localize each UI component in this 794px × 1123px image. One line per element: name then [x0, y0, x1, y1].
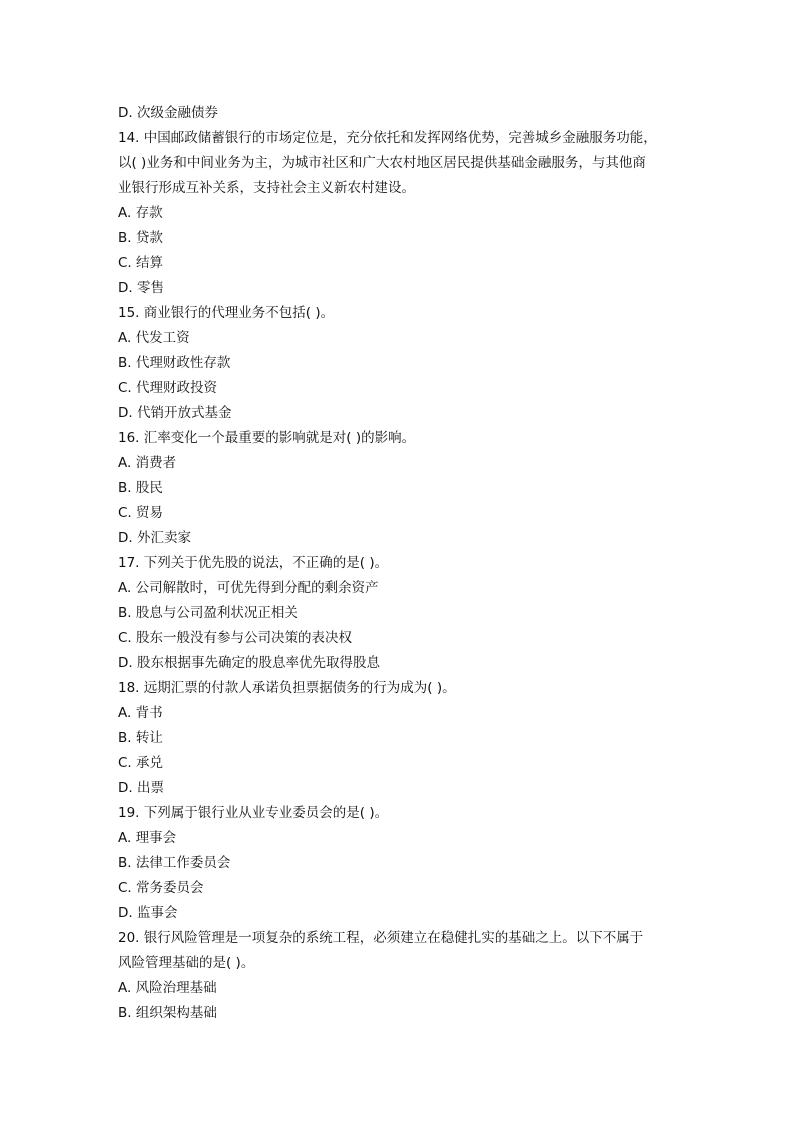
question-16: 16. 汇率变化一个最重要的影响就是对( )的影响。 [118, 430, 416, 446]
option-a-q20: A. 风险治理基础 [118, 980, 217, 996]
question-20-line-2: 风险管理基础的是( )。 [118, 955, 255, 971]
option-a-q14: A. 存款 [118, 205, 163, 221]
option-b-q17: B. 股息与公司盈利状况正相关 [118, 605, 298, 621]
option-c-q15: C. 代理财政投资 [118, 380, 218, 396]
option-b-q15: B. 代理财政性存款 [118, 355, 231, 371]
question-text-block [118, 101, 678, 1026]
question-14-line-2: 以( )业务和中间业务为主，为城市社区和广大农村地区居民提供基础金融服务，与其他商 [118, 155, 646, 171]
question-15: 15. 商业银行的代理业务不包括( )。 [118, 305, 335, 321]
question-14-line-3: 业银行形成互补关系，支持社会主义新农村建设。 [118, 180, 415, 196]
option-c-q16: C. 贸易 [118, 505, 164, 521]
option-a-q16: A. 消费者 [118, 455, 177, 471]
option-a-q17: A. 公司解散时，可优先得到分配的剩余资产 [118, 580, 379, 596]
option-d-q14: D. 零售 [118, 280, 164, 296]
option-b-q14: B. 贷款 [118, 230, 163, 246]
question-20-line-1: 20. 银行风险管理是一项复杂的系统工程，必须建立在稳健扎实的基础之上。以下不属于 [118, 930, 644, 946]
option-c-q19: C. 常务委员会 [118, 880, 204, 896]
option-b-q20: B. 组织架构基础 [118, 1005, 217, 1021]
option-d-q15: D. 代销开放式基金 [118, 405, 232, 421]
option-a-q18: A. 背书 [118, 705, 163, 721]
question-18: 18. 远期汇票的付款人承诺负担票据债务的行为成为( )。 [118, 680, 456, 696]
option-d-q17: D. 股东根据事先确定的股息率优先取得股息 [118, 655, 380, 671]
option-c-q17: C. 股东一般没有参与公司决策的表决权 [118, 630, 353, 646]
question-17: 17. 下列关于优先股的说法，不正确的是( )。 [118, 555, 389, 571]
option-b-q16: B. 股民 [118, 480, 163, 496]
option-a-q15: A. 代发工资 [118, 330, 190, 346]
option-c-q14: C. 结算 [118, 255, 164, 271]
option-d-q16: D. 外汇卖家 [118, 530, 191, 546]
option-b-q18: B. 转让 [118, 730, 163, 746]
option-d-q18: D. 出票 [118, 780, 164, 796]
option-a-q19: A. 理事会 [118, 830, 177, 846]
option-c-q18: C. 承兑 [118, 755, 164, 771]
option-d-q13: D. 次级金融债券 [118, 105, 218, 121]
option-d-q19: D. 监事会 [118, 905, 178, 921]
question-14-line-1: 14. 中国邮政储蓄银行的市场定位是，充分依托和发挥网络优势，完善城乡金融服务功能， [118, 130, 657, 146]
option-b-q19: B. 法律工作委员会 [118, 855, 231, 871]
question-19: 19. 下列属于银行业从业专业委员会的是( )。 [118, 805, 389, 821]
